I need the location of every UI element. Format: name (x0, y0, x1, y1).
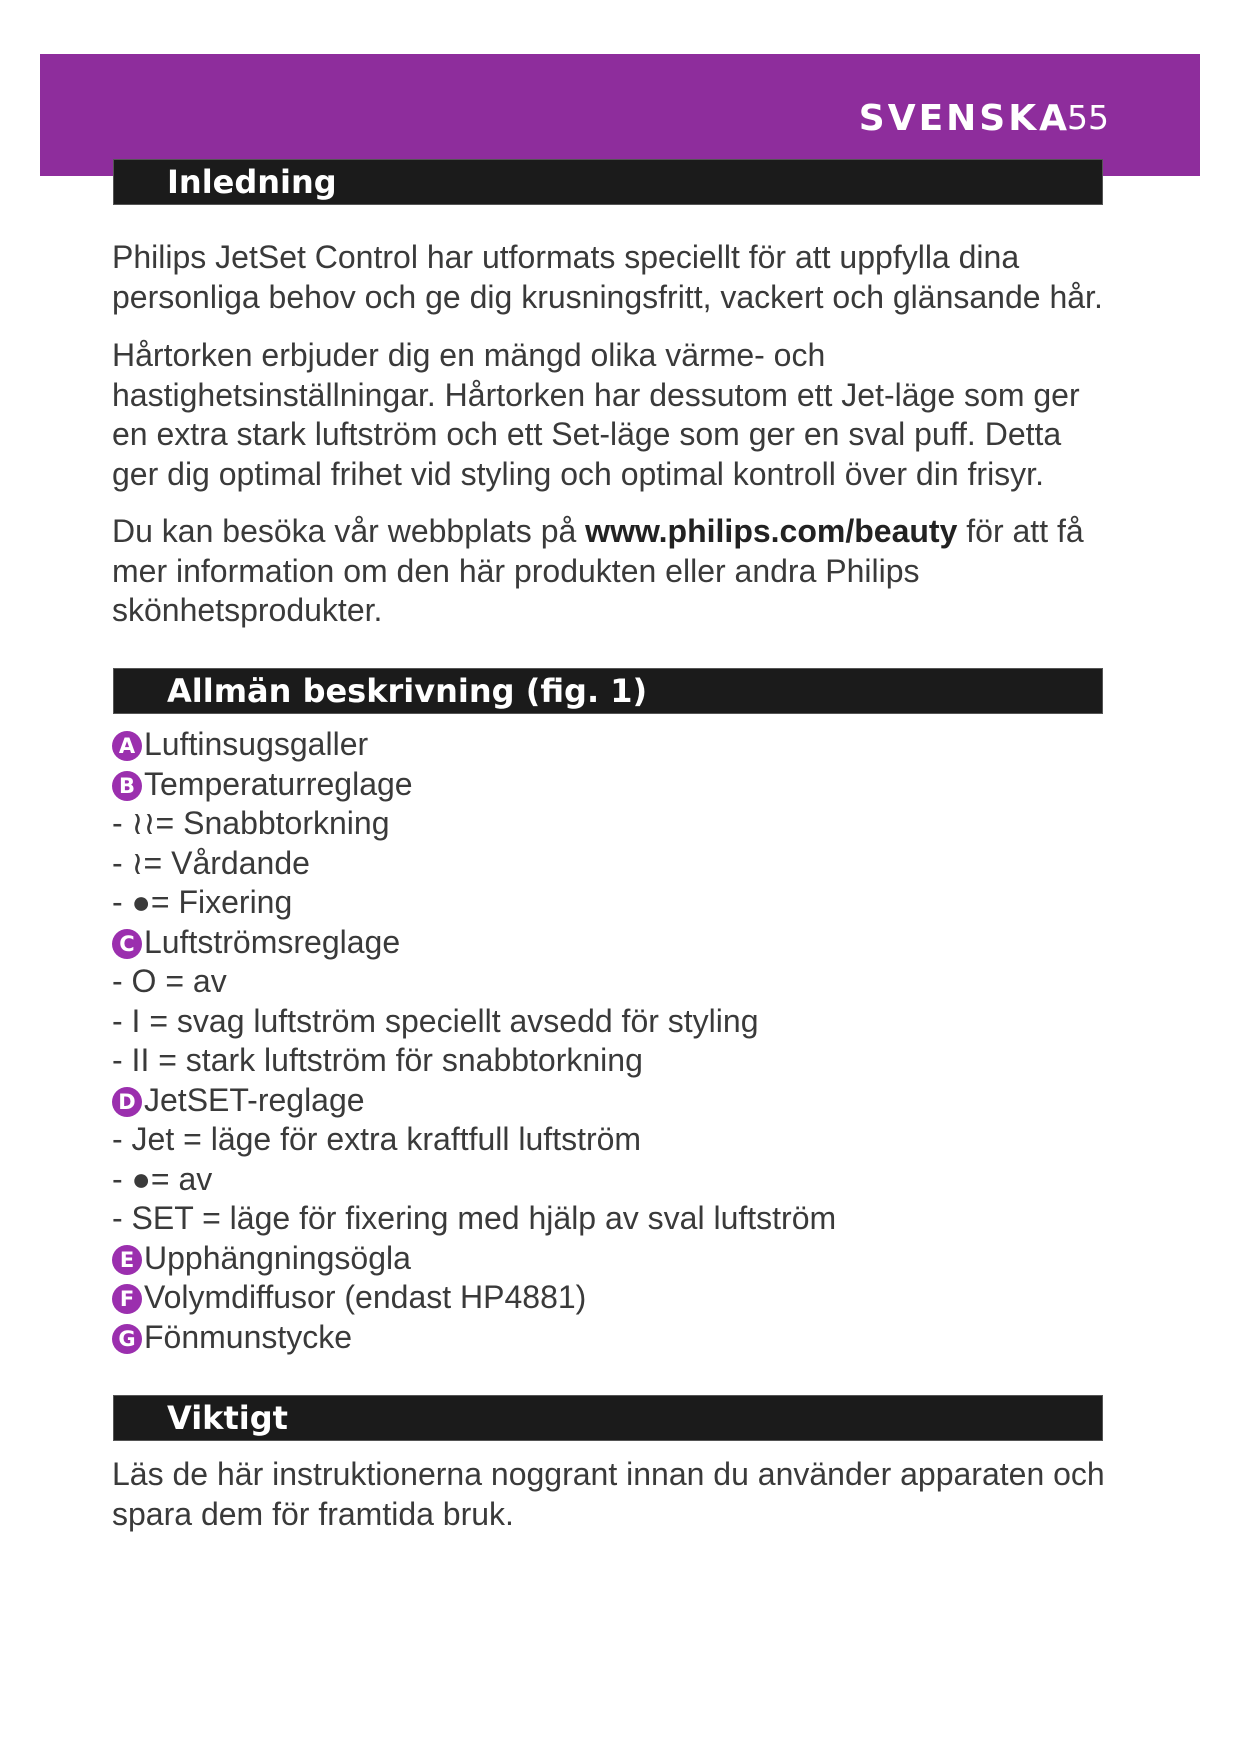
list-item-text: Volymdiffusor (endast HP4881) (144, 1279, 587, 1315)
list-item (112, 1002, 1112, 1042)
list-item-text: Temperaturreglage (144, 765, 413, 802)
list-item-text: - I = svag luftström speciellt avsedd för styling (112, 1002, 759, 1039)
language-label: SVENSKA (858, 98, 1070, 139)
list-item-text: - ≀= Vårdande (112, 844, 310, 881)
list-item (112, 765, 1112, 805)
intro-text-before-link: Du kan besöka vår webbplats på (112, 513, 586, 549)
list-item (112, 844, 1112, 884)
list-item (112, 1278, 1112, 1318)
list-item (112, 1239, 1112, 1279)
list-item (112, 1120, 1112, 1160)
heading-text: Inledning (167, 163, 337, 201)
list-item-text: JetSET-reglage (144, 1081, 365, 1118)
list-item-text: - ≀≀= Snabbtorkning (112, 805, 390, 841)
list-item (112, 1081, 1112, 1121)
intro-paragraph-1: Philips JetSet Control har utformats speciellt för att uppfylla dina personliga behov och ge dig krusningsfritt, vackert och glänsande hår. (112, 239, 1103, 315)
list-item (112, 1318, 1112, 1358)
marker-badge: E (112, 1245, 142, 1275)
list-item-text: - O = av (112, 963, 227, 999)
page-number: 55 (1067, 98, 1109, 137)
list-item (112, 804, 1112, 844)
list-item (112, 923, 1112, 963)
intro-text-after-link: för att få mer information om den här produkten eller andra Philips skönhetsprodukter. (112, 513, 1084, 628)
marker-badge: C (112, 929, 142, 959)
heading-text: Allmän beskrivning (fig. 1) (167, 672, 648, 710)
list-item-text: Luftströmsreglage (144, 923, 401, 960)
list-item (112, 883, 1112, 923)
important-paragraph: Läs de här instruktionerna noggrant innan du använder apparaten och spara dem för framtida bruk. (112, 1456, 1105, 1532)
description-list (112, 725, 1112, 1357)
section-heading-intro (113, 159, 1103, 205)
website-link[interactable]: www.philips.com/beauty (585, 513, 958, 549)
marker-badge: D (112, 1087, 142, 1117)
intro-paragraph-2: Hårtorken erbjuder dig en mängd olika värme- och hastighetsinställningar. Hårtorken har dessutom ett Jet-läge som ger en extra stark luftström och ett Set-läge som ger en sval puff. Detta ger dig optimal frihet vid styling och optimal kontroll över din frisyr. (112, 337, 1080, 492)
list-item-text: Luftinsugsgaller (144, 726, 369, 762)
list-item (112, 1199, 1112, 1239)
marker-badge: G (112, 1324, 142, 1354)
list-item-text: - SET = läge för fixering med hjälp av sval luftström (112, 1200, 837, 1236)
intro-paragraph-3 (112, 512, 1112, 631)
list-item-text: Fönmunstycke (144, 1318, 353, 1355)
marker-badge: B (112, 771, 142, 801)
list-item (112, 962, 1112, 1002)
heading-text: Viktigt (167, 1399, 288, 1437)
list-item-text: - ●= Fixering (112, 884, 293, 920)
list-item (112, 1041, 1112, 1081)
list-item-text: - ●= av (112, 1160, 213, 1197)
list-item-text: - Jet = läge för extra kraftfull luftström (112, 1121, 642, 1157)
section-heading-description (113, 668, 1103, 714)
marker-badge: F (112, 1284, 142, 1314)
list-item-text: Upphängningsögla (144, 1239, 411, 1276)
list-item (112, 1160, 1112, 1200)
marker-badge: A (112, 731, 142, 761)
section-heading-important (113, 1395, 1103, 1441)
list-item-text: - II = stark luftström för snabbtorkning (112, 1042, 643, 1078)
list-item (112, 725, 1112, 765)
